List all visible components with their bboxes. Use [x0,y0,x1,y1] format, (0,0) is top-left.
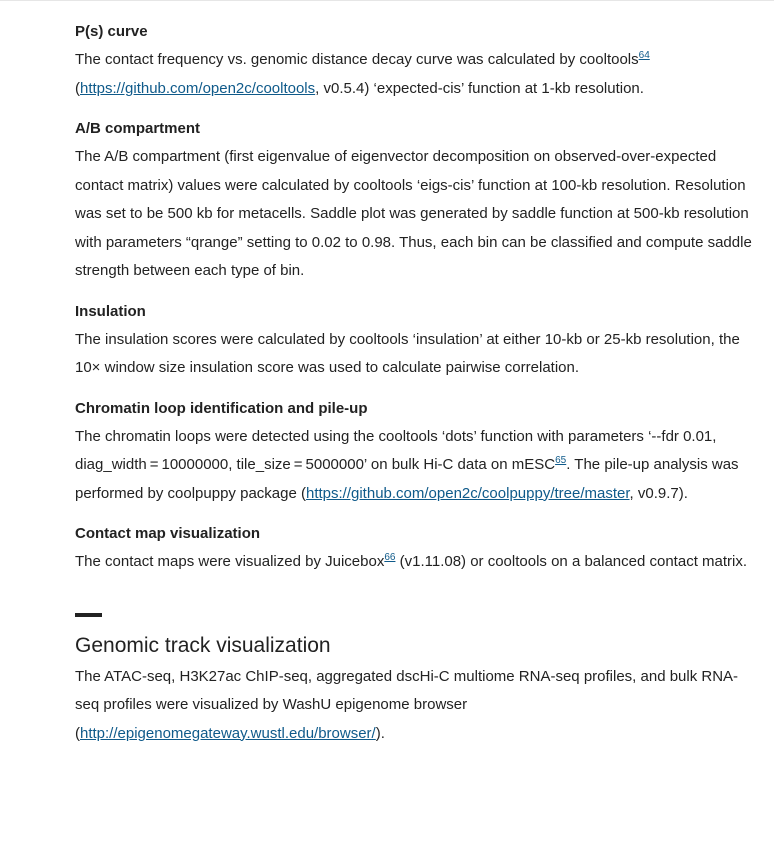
section-ps-curve [75,20,755,103]
text-span: The contact frequency vs. genomic distance decay curve was calculated by cooltools [75,51,639,68]
washu-browser-link[interactable]: http://epigenomegateway.wustl.edu/browser/ [80,724,376,742]
section-paragraph: The insulation scores were calculated by cooltools ‘insulation’ at either 10-kb or 25-kb resolution, the 10× window size insulation score was used to calculate pairwise correlation. [75,330,740,376]
section-loops [75,397,755,509]
article-body [75,20,755,748]
section-contact-map [75,522,755,577]
section-heading: P(s) curve [75,23,148,40]
section-paragraph [75,423,755,509]
section-divider [75,613,102,617]
text-span: The chromatin loops were detected using the cooltools ‘dots’ function with parameters ‘--fdr 0.01, diag_width = 10000000, tile_size = 5000000’ on bulk Hi-C data on mESC [75,427,717,473]
citation-sup [384,549,395,563]
citation-66-link[interactable]: 66 [384,552,396,563]
coolpuppy-repo-link[interactable]: https://github.com/open2c/coolpuppy/tree/master [305,484,630,502]
section-paragraph [75,663,755,749]
citation-sup [555,452,566,466]
text-span: The contact maps were visualized by Juicebox [75,553,385,570]
section-paragraph [75,46,755,103]
text-span: ). [375,724,385,742]
text-span: , v0.5.4) ‘expected-cis’ function at 1-kb resolution. [315,79,644,97]
text-span: (v1.11.08) or cooltools on a balanced contact matrix. [395,553,748,570]
section-heading: Chromatin loop identification and pile-up [75,399,368,417]
section-insulation [75,300,755,383]
text-span: The ATAC-seq, H3K27ac ChIP-seq, aggregated dscHi-C multiome RNA-seq profiles, and bulk RNA-seq profiles were visualized by WashU epigenome browser ( [75,667,739,742]
section-paragraph: The A/B compartment (first eigenvalue of eigenvector decomposition on observed-over-expected contact matrix) values were calculated by cooltools ‘eigs-cis’ function at 100-kb resolution. Resolution was set to be 500 kb for metacells. Saddle plot was generated by saddle function at 500-kb resolution with parameters “qrange” setting to 0.02 to 0.98. Thus, each bin can be classified and compute saddle strength between each type of bin. [75,148,752,279]
section-title: Genomic track visualization [75,633,331,657]
citation-sup [639,47,650,61]
text-span: ( [75,79,80,97]
top-border [0,0,774,1]
text-span: , v0.9.7). [629,484,688,502]
text-span: . The pile-up analysis was performed by coolpuppy package ( [75,456,739,502]
citation-65-link[interactable]: 65 [555,455,567,466]
section-heading: Contact map visualization [75,525,261,542]
section-heading: A/B compartment [75,120,201,137]
cooltools-repo-link[interactable]: https://github.com/open2c/cooltools [80,79,316,97]
section-paragraph [75,548,755,577]
section-ab-compartment [75,117,755,286]
citation-64-link[interactable]: 64 [638,50,650,61]
section-heading: Insulation [75,302,146,320]
